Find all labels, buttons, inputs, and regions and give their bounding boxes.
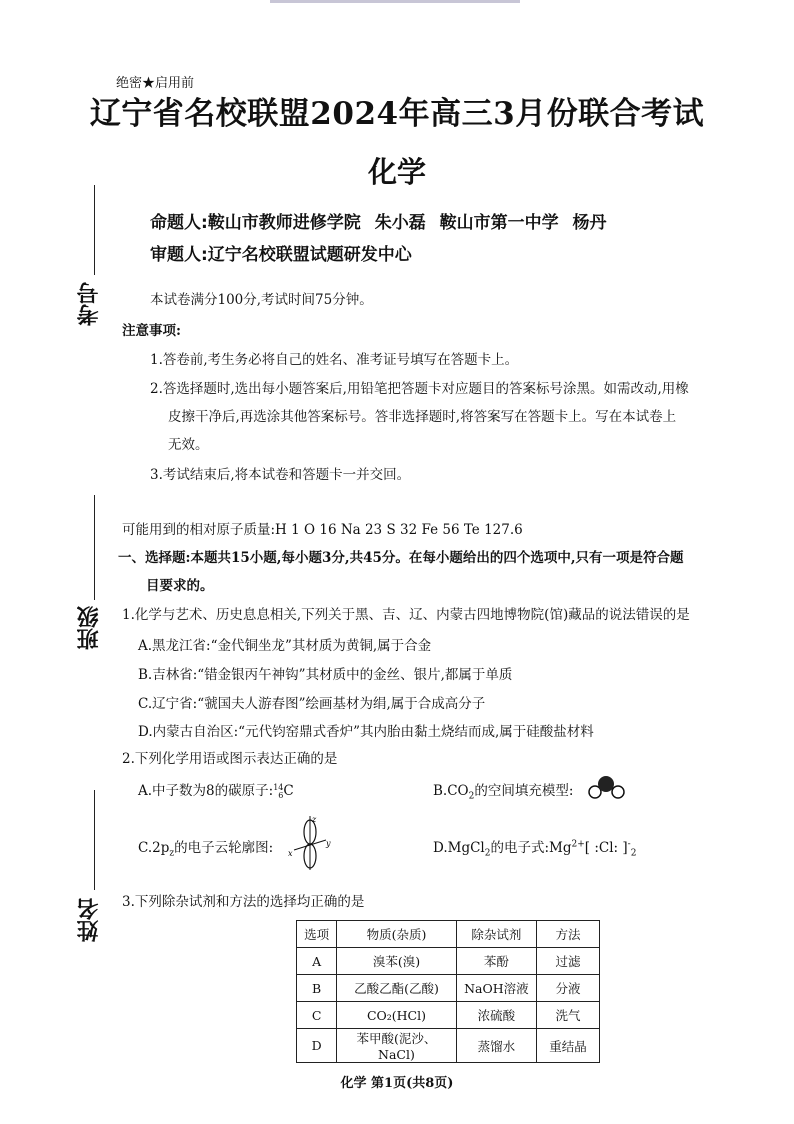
electron-cloud-2pz-icon xyxy=(286,812,332,874)
top-border xyxy=(270,0,520,3)
question-1-option-d: D.内蒙古自治区:“元代钧窑鼎式香炉”其内胎由黏土烧结而成,属于硅酸盐材料 xyxy=(138,724,594,740)
section-heading: 一、选择题:本题共15小题,每小题3分,共45分。在每小题给出的四个选项中,只有一项是符合题 xyxy=(118,550,684,566)
table-cell: 浓硫酸 xyxy=(456,1002,536,1029)
side-line-class xyxy=(94,495,95,600)
table-cell: B xyxy=(297,975,337,1002)
note-item: 皮擦干净后,再选涂其他答案标号。答非选择题时,将答案写在答题卡上。写在本试卷上 xyxy=(168,409,677,425)
note-item: 无效。 xyxy=(168,437,209,453)
question-2-stem: 2.下列化学用语或图示表达正确的是 xyxy=(122,751,338,767)
atomic-masses: 可能用到的相对原子质量:H 1 O 16 Na 23 S 32 Fe 56 Te 127.6 xyxy=(122,522,523,538)
table-row xyxy=(297,948,600,975)
exam-title: 辽宁省名校联盟2024年高三3月份联合考试 xyxy=(89,96,705,132)
co2-space-filling-model-icon xyxy=(586,772,632,802)
table-cell: 过滤 xyxy=(537,948,600,975)
table-cell: 溴苯(溴) xyxy=(337,948,456,975)
table-row xyxy=(297,975,600,1002)
secret-mark: 绝密★启用前 xyxy=(116,76,195,91)
question-1-option-a: A.黑龙江省:“金代铜坐龙”其材质为黄铜,属于合金 xyxy=(138,638,432,654)
question-2-option-a: A.中子数为8的碳原子:14 6C xyxy=(138,782,294,800)
note-item: 1.答卷前,考生务必将自己的姓名、准考证号填写在答题卡上。 xyxy=(150,352,519,368)
question-2-option-c: $C.2p_z$的电子云轮廓图: xyxy=(138,840,274,859)
note-item: 2.答选择题时,选出每小题答案后,用铅笔把答题卡对应题目的答案标号涂黑。如需改动,用橡 xyxy=(150,381,689,397)
separation-table xyxy=(296,920,600,1063)
question-1-stem: 1.化学与艺术、历史息息相关,下列关于黑、吉、辽、内蒙古四地博物院(馆)藏品的说法错误的是 xyxy=(122,607,690,623)
question-2-option-d: D.MgCl$_2$的电子式$:Mg^{2+}$[ :Cl: ]$^-_2$ xyxy=(433,839,637,859)
table-cell: NaOH溶液 xyxy=(456,975,536,1002)
table-cell: C xyxy=(297,1002,337,1029)
table-cell: 分液 xyxy=(537,975,600,1002)
side-label-name: 姓名 xyxy=(77,898,102,942)
table-header-cell: 除杂试剂 xyxy=(456,921,536,948)
table-cell: 洗气 xyxy=(537,1002,600,1029)
table-cell: 苯酚 xyxy=(456,948,536,975)
table-cell: A xyxy=(297,948,337,975)
table-row xyxy=(297,1002,600,1029)
table-cell: CO₂(HCl) xyxy=(337,1002,456,1029)
intro-text: 本试卷满分100分,考试时间75分钟。 xyxy=(150,292,373,308)
notes-heading: 注意事项: xyxy=(122,323,181,339)
note-item: 3.考试结束后,将本试卷和答题卡一并交回。 xyxy=(150,467,411,483)
side-line-exam-number xyxy=(94,185,95,275)
table-header-cell: 选项 xyxy=(297,921,337,948)
table-cell: 蒸馏水 xyxy=(456,1029,536,1063)
question-3-stem: 3.下列除杂试剂和方法的选择均正确的是 xyxy=(122,894,365,910)
page-footer: 化学 第1页(共8页) xyxy=(340,1076,454,1091)
side-label-exam-number: 考号 xyxy=(77,282,102,326)
question-1-option-c: C.辽宁省:“虢国夫人游春图”绘画基材为绢,属于合成高分子 xyxy=(138,696,486,712)
table-header-cell: 物质(杂质) xyxy=(337,921,456,948)
y-axis-label: y xyxy=(326,839,331,848)
side-label-class: 班级 xyxy=(77,606,102,650)
side-line-name xyxy=(94,790,95,890)
table-cell: 苯甲酸(泥沙、NaCl) xyxy=(337,1029,456,1063)
table-row xyxy=(297,1029,600,1063)
table-header-row xyxy=(297,921,600,948)
reviewer-line: 审题人:辽宁名校联盟试题研发中心 xyxy=(150,245,412,265)
authors-line: 命题人:鞍山市教师进修学院 朱小磊 鞍山市第一中学 杨丹 xyxy=(150,213,607,233)
table-cell: 重结晶 xyxy=(537,1029,600,1063)
question-2-option-b: $B.CO_2$的空间填充模型: xyxy=(433,783,574,802)
z-axis-label: z xyxy=(312,815,317,824)
x-axis-label: x xyxy=(288,849,293,858)
question-1-option-b: B.吉林省:“错金银丙午神钩”其材质中的金丝、银片,都属于单质 xyxy=(138,667,513,683)
subject-title: 化学 xyxy=(367,155,426,189)
table-cell: 乙酸乙酯(乙酸) xyxy=(337,975,456,1002)
table-header-cell: 方法 xyxy=(537,921,600,948)
table-cell: D xyxy=(297,1029,337,1063)
section-heading-cont: 目要求的。 xyxy=(146,578,214,594)
